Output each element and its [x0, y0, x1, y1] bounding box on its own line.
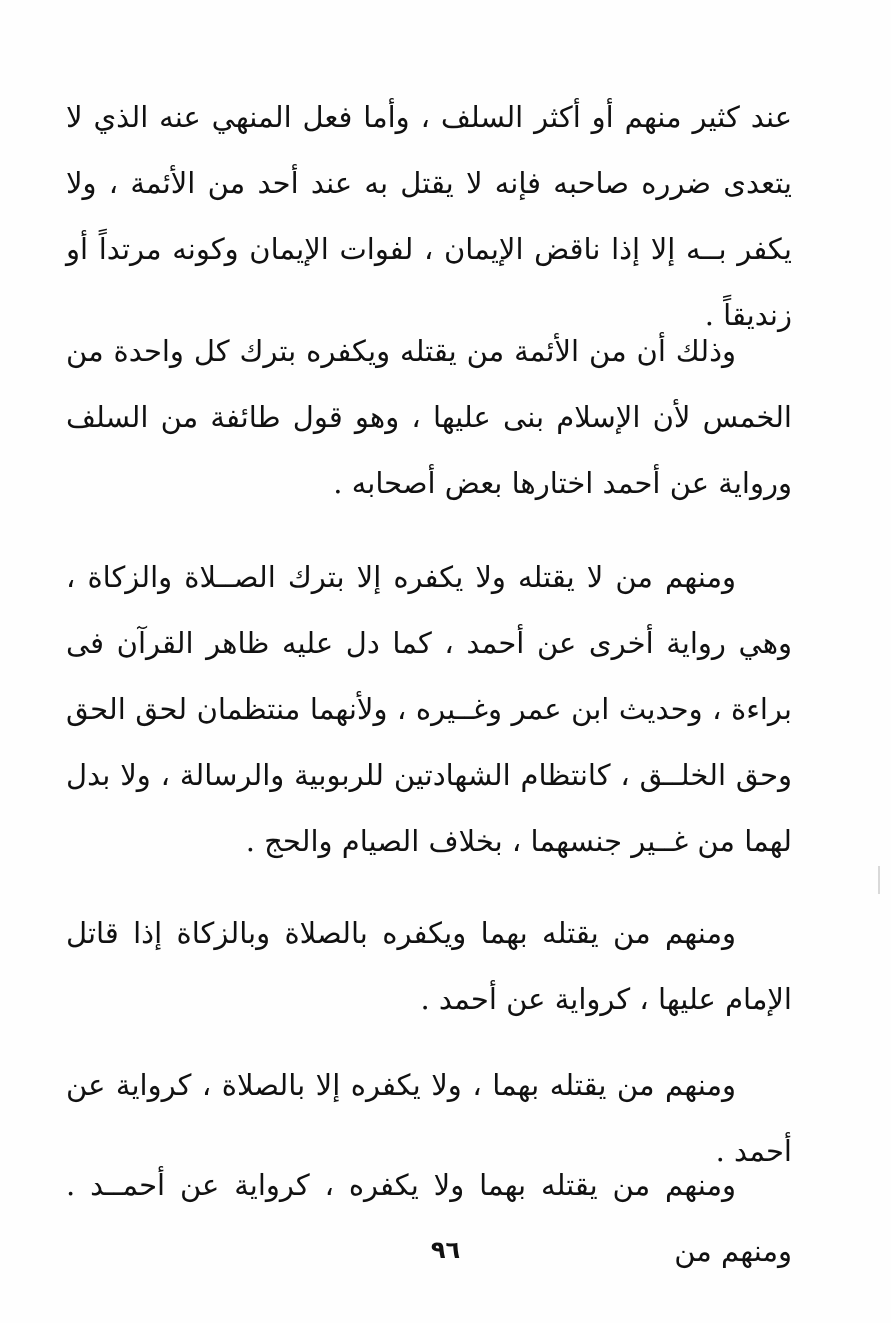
page-number: ٩٦	[430, 1236, 461, 1264]
paragraph-6	[66, 1152, 792, 1284]
paragraph-text: ومنهم من يقتله بهما ويكفره بالصلاة وبالزكاة إذا قاتل الإمام عليها ، كرواية عن أحمد .	[66, 916, 792, 1016]
paragraph-text: ومنهم من لا يقتله ولا يكفره إلا بترك الصــلاة والزكاة ، وهي رواية أخرى عن أحمد ، كما دل عليه ظاهر القرآن فى براءة ، وحديث ابن عمر وغــيره ، ولأنهما منتظمان لحق الحق وحق الخلــق ، كانتظام الشهادتين للربوبية والرسالة ، ولا بدل لهما من غــير جنسهما ، بخلاف الصيام والحج .	[66, 560, 792, 858]
paragraph-text: ومنهم من يقتله بهما ، ولا يكفره إلا بالصلاة ، كرواية عن أحمد .	[66, 1068, 792, 1168]
paragraph-text: ومنهم من يقتله بهما ولا يكفره ، كرواية عن أحمــد . ومنهم من	[66, 1168, 792, 1268]
paragraph-1	[66, 84, 792, 348]
paragraph-3	[66, 544, 792, 874]
paragraph-2	[66, 318, 792, 516]
paragraph-text: وذلك أن من الأئمة من يقتله ويكفره بترك كل واحدة من الخمس لأن الإسلام بنى عليها ، وهو قول طائفة من السلف ورواية عن أحمد اختارها بعض أصحابه .	[66, 334, 792, 500]
scan-margin-mark	[878, 866, 880, 894]
paragraph-text: عند كثير منهم أو أكثر السلف ، وأما فعل المنهي عنه الذي لا يتعدى ضرره صاحبه فإنه لا يقتل به عند أحد من الأئمة ، ولا يكفر بــه إلا إذا ناقض الإيمان ، لفوات الإيمان وكونه مرتداً أو زنديقاً .	[66, 100, 792, 332]
paragraph-4	[66, 900, 792, 1032]
